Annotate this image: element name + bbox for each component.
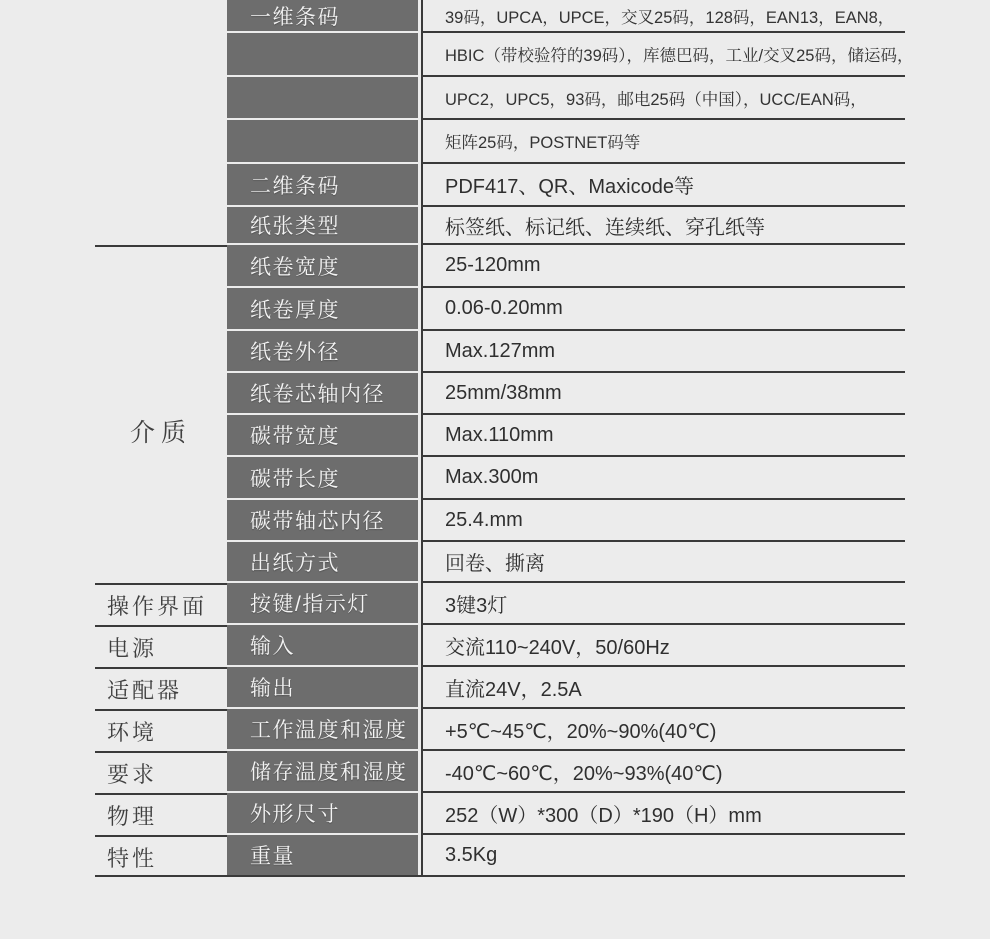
category-media: 介质 xyxy=(95,245,227,583)
spec-value-cell: 矩阵25码，POSTNET码等 xyxy=(423,120,905,164)
spec-name-cell xyxy=(227,77,418,120)
spec-name-cell: 重量 xyxy=(227,835,418,877)
spec-name-cell: 按键/指示灯 xyxy=(227,583,418,625)
spec-name-cell: 一维条码 xyxy=(227,0,418,33)
spec-name-cell: 碳带宽度 xyxy=(227,415,418,457)
category-column xyxy=(95,0,227,877)
spec-value-cell: PDF417、QR、Maxicode等 xyxy=(423,164,905,207)
spec-value-cell: Max.110mm xyxy=(423,415,905,457)
spec-name-cell: 碳带长度 xyxy=(227,457,418,500)
spec-value-cell: UPC2，UPC5，93码，邮电25码（中国），UCC/EAN码， xyxy=(423,77,905,120)
spec-value-cell: 3键3灯 xyxy=(423,583,905,625)
spec-value-cell: Max.300m xyxy=(423,457,905,500)
spec-value-cell: HBIC（带校验符的39码），库德巴码，工业/交叉25码，储运码， xyxy=(423,33,905,77)
category-adapter: 适配器 xyxy=(95,667,227,709)
spec-value-cell: 25-120mm xyxy=(423,245,905,288)
spec-name-cell: 储存温度和湿度 xyxy=(227,751,418,793)
category-environment: 环境 xyxy=(95,709,227,751)
spec-name-cell xyxy=(227,120,418,164)
spec-value-column xyxy=(423,0,914,877)
spec-value-cell: 回卷、撕离 xyxy=(423,542,905,583)
spec-value-cell: -40℃~60℃，20%~93%(40℃) xyxy=(423,751,905,793)
spec-value-cell: 39码，UPCA，UPCE，交叉25码，128码，EAN13，EAN8， xyxy=(423,0,905,33)
spec-name-cell: 二维条码 xyxy=(227,164,418,207)
spec-name-cell: 碳带轴芯内径 xyxy=(227,500,418,542)
spec-name-cell: 纸卷外径 xyxy=(227,331,418,373)
spec-value-cell: 直流24V，2.5A xyxy=(423,667,905,709)
spec-name-cell: 输入 xyxy=(227,625,418,667)
category-requirements: 要求 xyxy=(95,751,227,793)
category-physical: 物理 xyxy=(95,793,227,835)
spec-name-cell: 纸卷芯轴内径 xyxy=(227,373,418,415)
spec-name-cell: 输出 xyxy=(227,667,418,709)
category-operation-interface: 操作界面 xyxy=(95,583,227,625)
spec-name-cell: 纸卷厚度 xyxy=(227,288,418,331)
spec-name-cell xyxy=(227,33,418,77)
spec-value-cell: Max.127mm xyxy=(423,331,905,373)
category-characteristics: 特性 xyxy=(95,835,227,877)
spec-value-cell: 252（W）*300（D）*190（H）mm xyxy=(423,793,905,835)
category-spacer xyxy=(95,0,227,245)
spec-value-cell: 25.4.mm xyxy=(423,500,905,542)
spec-value-cell: +5℃~45℃，20%~90%(40℃) xyxy=(423,709,905,751)
spec-name-cell: 外形尺寸 xyxy=(227,793,418,835)
spec-name-cell: 纸卷宽度 xyxy=(227,245,418,288)
spec-name-cell: 出纸方式 xyxy=(227,542,418,583)
spec-value-cell: 0.06-0.20mm xyxy=(423,288,905,331)
spec-name-cell: 工作温度和湿度 xyxy=(227,709,418,751)
spec-name-column xyxy=(227,0,418,877)
spec-value-cell: 3.5Kg xyxy=(423,835,905,877)
spec-value-cell: 25mm/38mm xyxy=(423,373,905,415)
spec-value-cell: 标签纸、标记纸、连续纸、穿孔纸等 xyxy=(423,207,905,245)
table-bottom-line xyxy=(95,875,905,877)
category-power: 电源 xyxy=(95,625,227,667)
spec-value-cell: 交流110~240V，50/60Hz xyxy=(423,625,905,667)
spec-name-cell: 纸张类型 xyxy=(227,207,418,245)
